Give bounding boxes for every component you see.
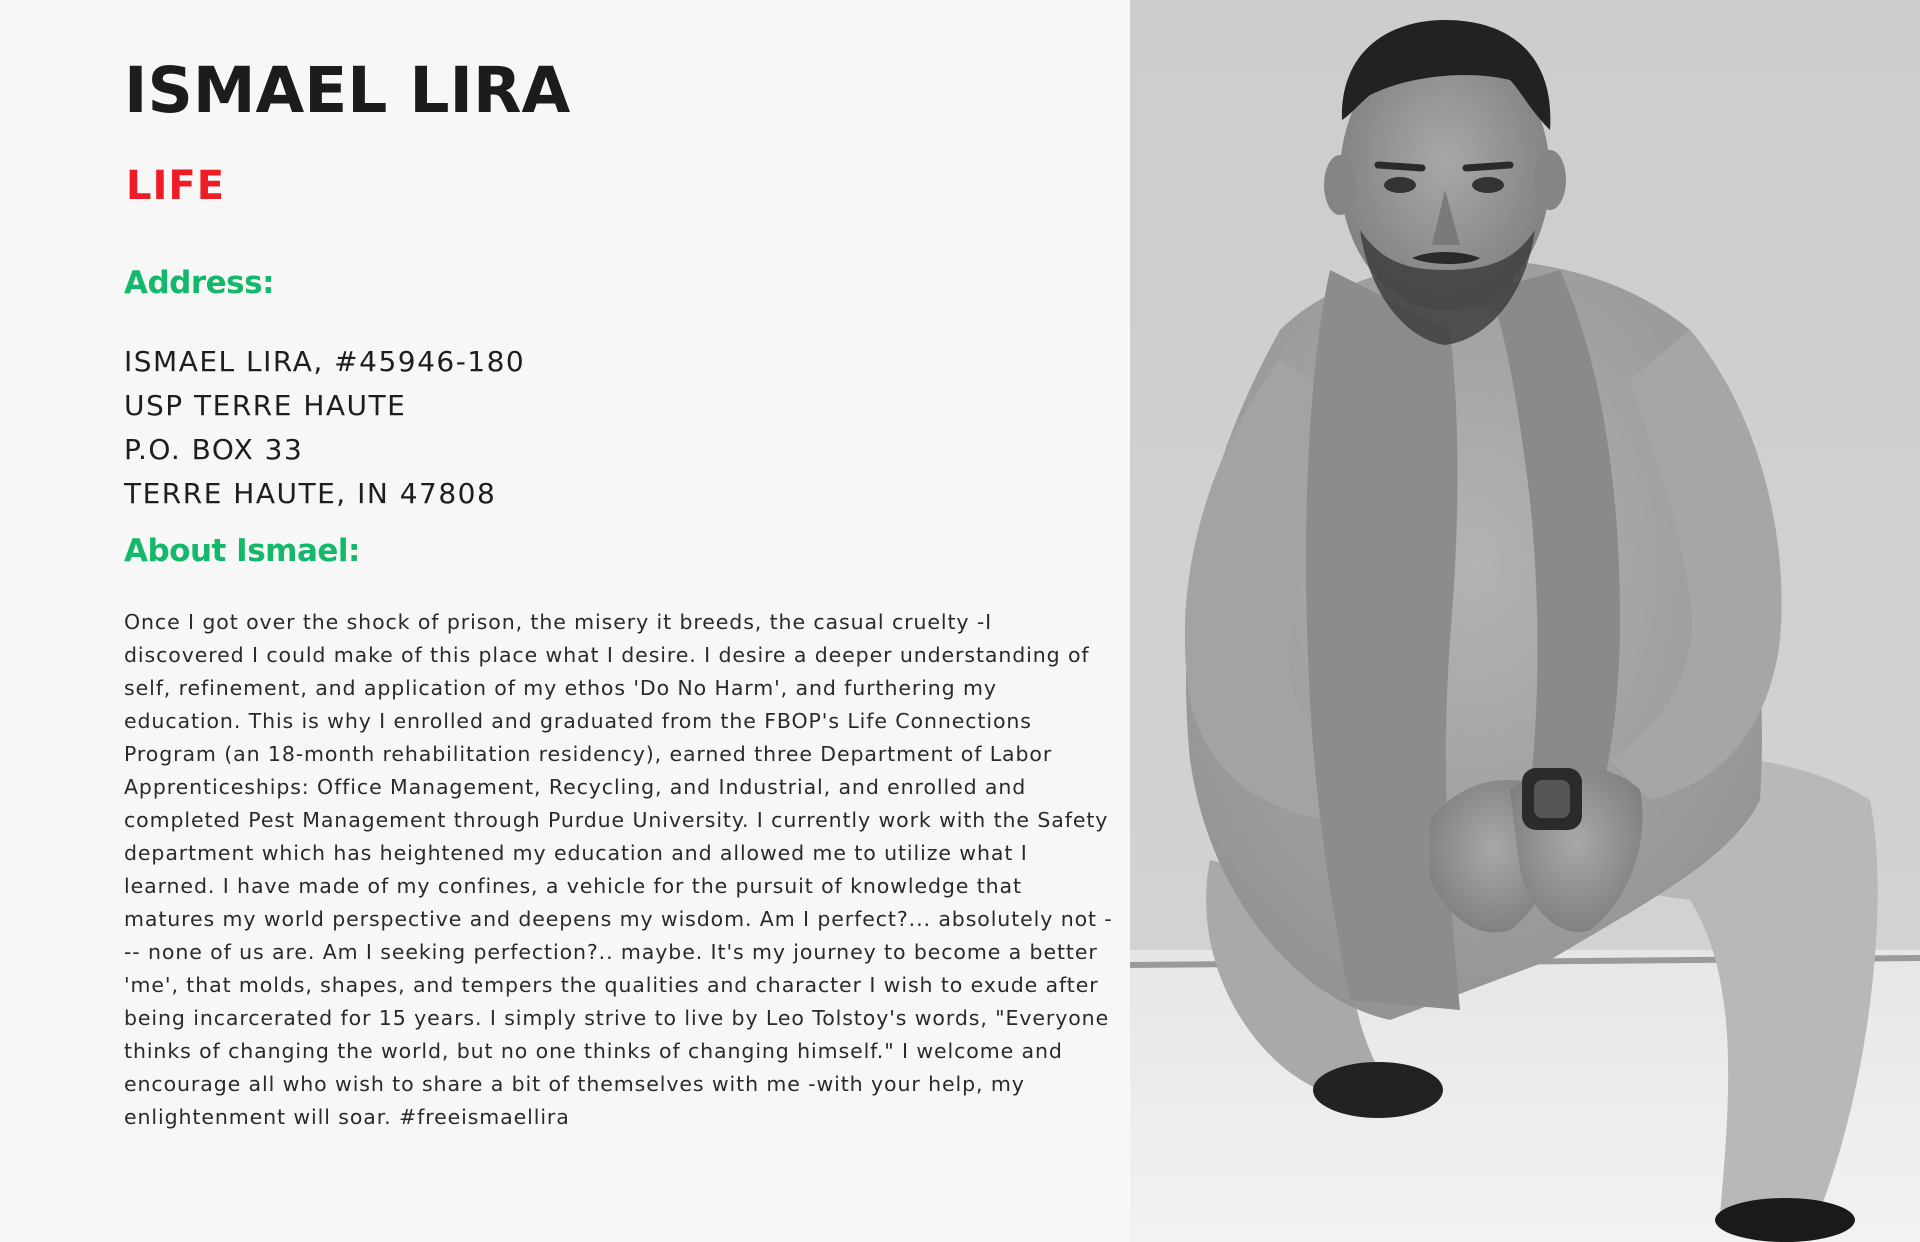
portrait-illustration (1130, 0, 1920, 1242)
address-line: P.O. BOX 33 (124, 433, 304, 466)
portrait-photo (1130, 0, 1920, 1242)
address-line: TERRE HAUTE, IN 47808 (124, 477, 497, 510)
mailing-address (124, 340, 525, 516)
address-line: USP TERRE HAUTE (124, 389, 407, 422)
about-heading: About Ismael: (124, 533, 360, 569)
about-text: Once I got over the shock of prison, the misery it breeds, the casual cruelty -I discovered I could make of this place what I desire. I desire a deeper understanding of self, refinement, and application of my ethos 'Do No Harm', and furthering my education. This is why I enrolled and graduated from the FBOP's Life Connections Program (an 18-month rehabilitation residency), earned three Department of Labor Apprenticeships: Office Management, Recycling, and Industrial, and enrolled and completed Pest Management through Purdue University. I currently work with the Safety department which has heightened my education and allowed me to utilize what I learned. I have made of my confines, a vehicle for the pursuit of knowledge that matures my world perspective and deepens my wisdom. Am I perfect?... absolutely not --- none of us are. Am I seeking perfection?.. maybe. It's my journey to become a better 'me', that molds, shapes, and tempers the qualities and character I wish to exude after being incarcerated for 15 years. I simply strive to live by Leo Tolstoy's words, "Everyone thinks of changing the world, but no one thinks of changing himself." I welcome and encourage all who wish to share a bit of themselves with me -with your help, my enlightenment will soar. #freeismaellira (124, 610, 1113, 1129)
address-heading: Address: (124, 265, 274, 301)
inmate-name: ISMAEL LIRA (124, 54, 571, 127)
address-line: ISMAEL LIRA, #45946-180 (124, 345, 526, 378)
sentence-label: LIFE (126, 163, 226, 209)
